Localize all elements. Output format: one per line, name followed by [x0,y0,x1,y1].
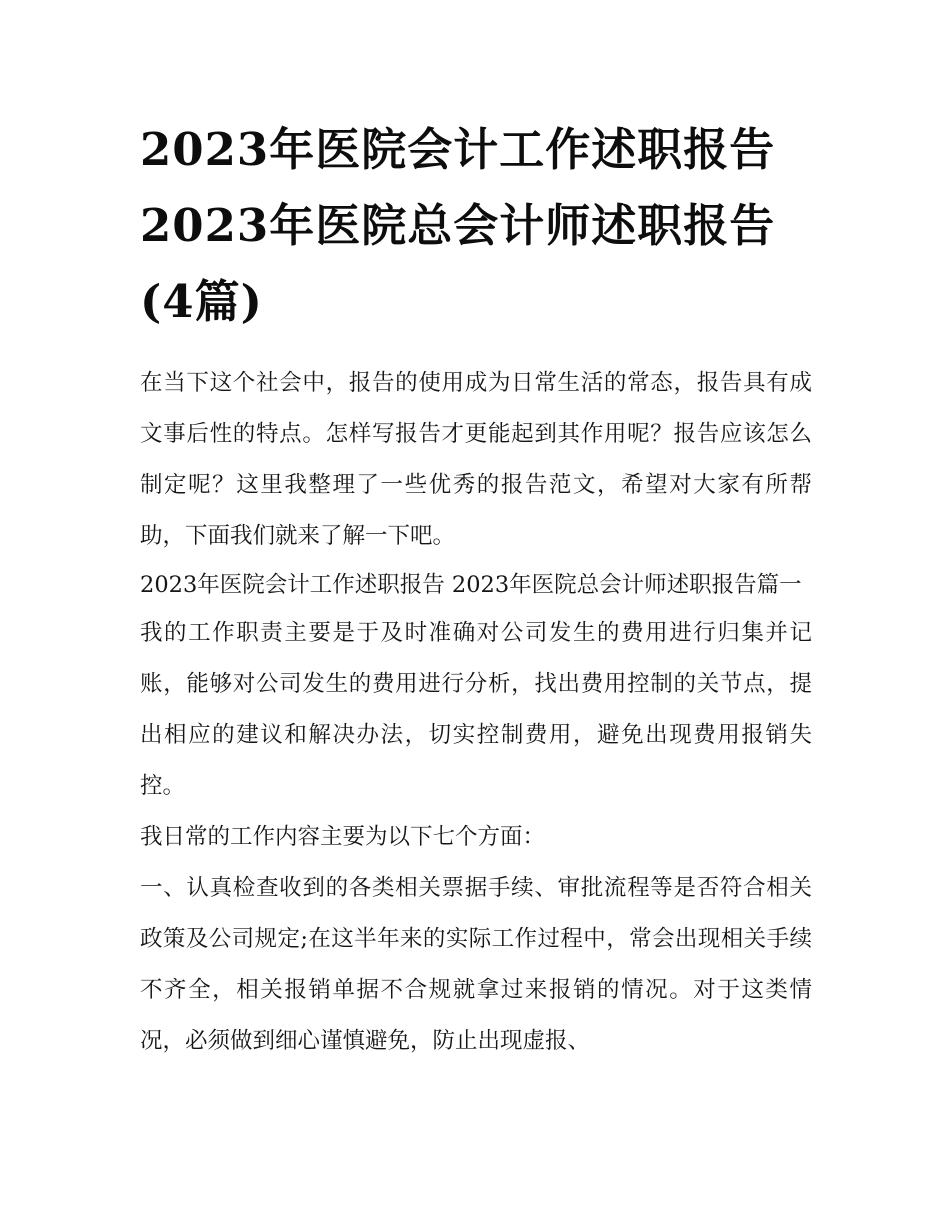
section-heading: 2023年医院会计工作述职报告 2023年医院总会计师述职报告篇一 [140,572,802,598]
title-line-2: 2023年医院总会计师述职报告 [140,199,776,252]
title-line-3: (4篇) [140,275,263,328]
document-content [140,112,812,1067]
paragraph-duties: 我的工作职责主要是于及时准确对公司发生的费用进行归集并记账，能够对公司发生的费用进行分析，找出费用控制的关节点，提出相应的建议和解决办法，切实控制费用，避免出现费用报销失控。 [140,620,812,799]
document-body [140,358,812,1067]
paragraph-work-content: 我日常的工作内容主要为以下七个方面： [140,824,546,850]
paragraph-item-one: 一、认真检查收到的各类相关票据手续、审批流程等是否符合相关政策及公司规定;在这半年来的实际工作过程中，常会出现相关手续不齐全，相关报销单据不合规就拿过来报销的情况。对于这类情况，必须做到细心谨慎避免，防止出现虚报、 [140,875,812,1054]
title-line-1: 2023年医院会计工作述职报告 [140,123,776,176]
document-title [140,112,812,340]
intro-paragraph: 在当下这个社会中，报告的使用成为日常生活的常态，报告具有成文事后性的特点。怎样写报告才更能起到其作用呢？报告应该怎么制定呢？这里我整理了一些优秀的报告范文，希望对大家有所帮助，下面我们就来了解一下吧。 [140,370,812,549]
